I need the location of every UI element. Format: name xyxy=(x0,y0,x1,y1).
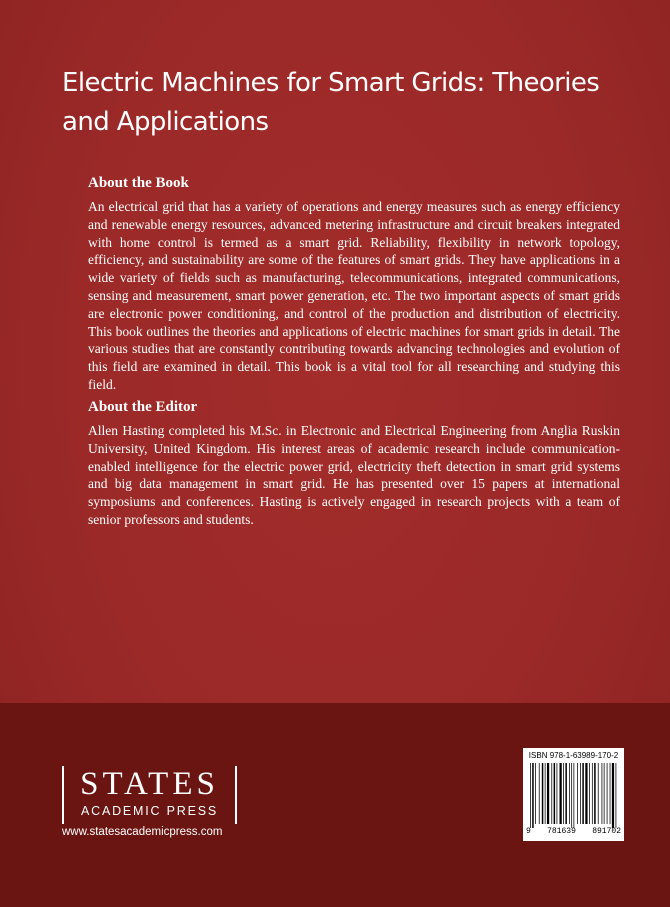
publisher-logo xyxy=(62,766,237,824)
barcode-digit-group: 781639 xyxy=(547,827,576,836)
barcode-bar xyxy=(554,763,556,824)
barcode-bar xyxy=(577,763,578,824)
barcode-bar xyxy=(598,763,599,824)
publisher-website: www.statesacademicpress.com xyxy=(62,826,223,838)
barcode-digit-group: 9 xyxy=(526,827,531,836)
barcode-bar xyxy=(530,763,531,828)
barcode-bar xyxy=(582,763,584,824)
barcode-bar xyxy=(607,763,608,824)
barcode-bar xyxy=(545,763,546,824)
barcode-bar xyxy=(571,763,572,828)
logo-wordmark: STATES xyxy=(80,766,219,802)
barcode-bar xyxy=(585,763,587,824)
barcode-bar xyxy=(594,763,596,824)
barcode-bar xyxy=(563,763,564,824)
barcode-bar xyxy=(602,763,603,824)
barcode-bar xyxy=(569,763,570,824)
logo-subtitle: ACADEMIC PRESS xyxy=(80,804,219,818)
barcode-bar xyxy=(532,763,534,828)
barcode-digits xyxy=(526,827,621,836)
publisher-footer xyxy=(0,703,670,907)
barcode-bar xyxy=(589,763,590,824)
barcode-digit-group: 891702 xyxy=(592,827,621,836)
book-title: Electric Machines for Smart Grids: Theories and Applications xyxy=(62,68,600,137)
barcode-bar xyxy=(580,763,581,824)
barcode-bar xyxy=(610,763,611,824)
barcode-bar xyxy=(557,763,558,824)
barcode-bar xyxy=(565,763,567,824)
barcode-bar xyxy=(535,763,536,824)
barcode-bar xyxy=(560,763,562,824)
isbn-label: ISBN 978-1-63989-170-2 xyxy=(528,751,619,760)
about-book-text: An electrical grid that has a variety of operations and energy measures such as energy efficiency and renewable energy resources, advanced metering infrastructure and circuit breakers integrated with home control is termed as a smart grid. Reliability, flexibility in network topology, efficiency, and sustainability are some of the features of smart grids. They have applications in a wide variety of fields such as manufacturing, telecommunications, integrated communications, sensing and measurement, smart power generation, etc. The two important aspects of smart grids are electronic power conditioning, and control of the production and distribution of electricity. This book outlines the theories and applications of electric machines for smart grids in detail. The various studies that are constantly contributing towards advancing technologies and evolution of this field are examined in detail. This book is a vital tool for all researching and studying this field. xyxy=(88,199,620,392)
about-editor-text: Allen Hasting completed his M.Sc. in Electronic and Electrical Engineering from Anglia Ruskin University, United Kingdom. His interest areas of academic research include communication-enabled intelligence for the electric power grid, electricity theft detection in smart grid systems and big data management in smart grid. He has presented over 15 papers at international symposiums and conferences. Hasting is actively engaged in research projects with a team of senior professors and students. xyxy=(88,423,620,527)
barcode-bar xyxy=(539,763,540,824)
about-editor-heading: About the Editor xyxy=(88,399,198,415)
barcode-bar xyxy=(616,763,617,828)
barcode-bar xyxy=(542,763,544,824)
barcode-bar xyxy=(604,763,605,824)
isbn-barcode-box xyxy=(523,748,624,841)
barcode-bar xyxy=(551,763,552,824)
barcode-bar xyxy=(612,763,614,828)
barcode-bar xyxy=(592,763,593,824)
barcode-icon xyxy=(529,763,618,828)
barcode-bar xyxy=(574,763,575,828)
barcode-bar xyxy=(547,763,549,824)
about-book-heading: About the Book xyxy=(88,175,189,191)
